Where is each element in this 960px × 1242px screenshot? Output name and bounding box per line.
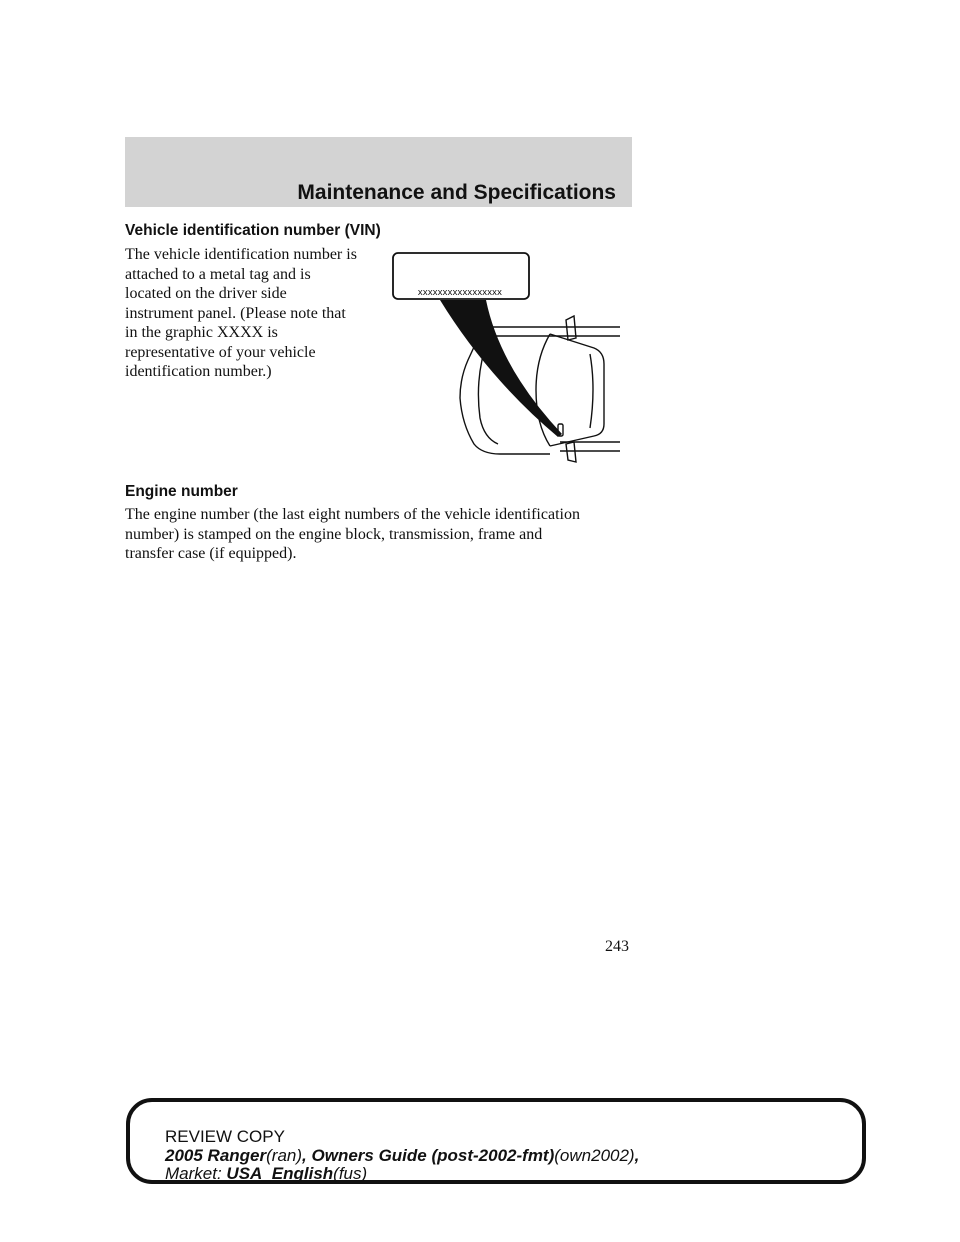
market-code: (fus) — [333, 1164, 368, 1183]
review-copy-label: REVIEW COPY — [165, 1127, 285, 1146]
dashboard-illustration — [390, 248, 630, 468]
page-number: 243 — [605, 938, 629, 955]
engine-line: number) is stamped on the engine block, transmission, frame and — [125, 525, 543, 543]
market-name: USA_English — [226, 1164, 334, 1183]
vin-heading: Vehicle identification number (VIN) — [125, 222, 381, 239]
engine-line: transfer case (if equipped). — [125, 545, 297, 562]
separator: , — [634, 1146, 640, 1165]
vin-paragraph — [125, 245, 357, 382]
vin-plate-text: xxxxxxxxxxxxxxxxx — [417, 287, 503, 298]
document-info-line — [165, 1146, 639, 1165]
vin-line: in the graphic XXXX is — [125, 324, 278, 341]
vin-line: identification number.) — [125, 363, 272, 380]
separator: , — [302, 1146, 307, 1165]
vin-location-illustration — [390, 248, 630, 468]
engine-line: The engine number (the last eight numbers of the vehicle identification — [125, 506, 580, 523]
market-line — [165, 1164, 367, 1183]
section-title: Maintenance and Specifications — [297, 181, 616, 204]
guide-name: Owners Guide (post-2002-fmt) — [311, 1146, 555, 1165]
section-header-band — [125, 137, 632, 207]
vin-line: The vehicle identification number is — [125, 246, 357, 263]
engine-heading: Engine number — [125, 483, 238, 500]
vin-line: representative of your vehicle — [125, 343, 316, 361]
market-label: Market: — [165, 1164, 222, 1183]
model-name: 2005 Ranger — [165, 1146, 267, 1165]
engine-paragraph — [125, 505, 580, 564]
model-code: (ran) — [266, 1146, 303, 1165]
vin-line: attached to a metal tag and is — [125, 265, 311, 283]
vin-line: instrument panel. (Please note that — [125, 304, 346, 322]
guide-code: (own2002) — [554, 1146, 635, 1165]
vin-line: located on the driver side — [125, 285, 287, 302]
